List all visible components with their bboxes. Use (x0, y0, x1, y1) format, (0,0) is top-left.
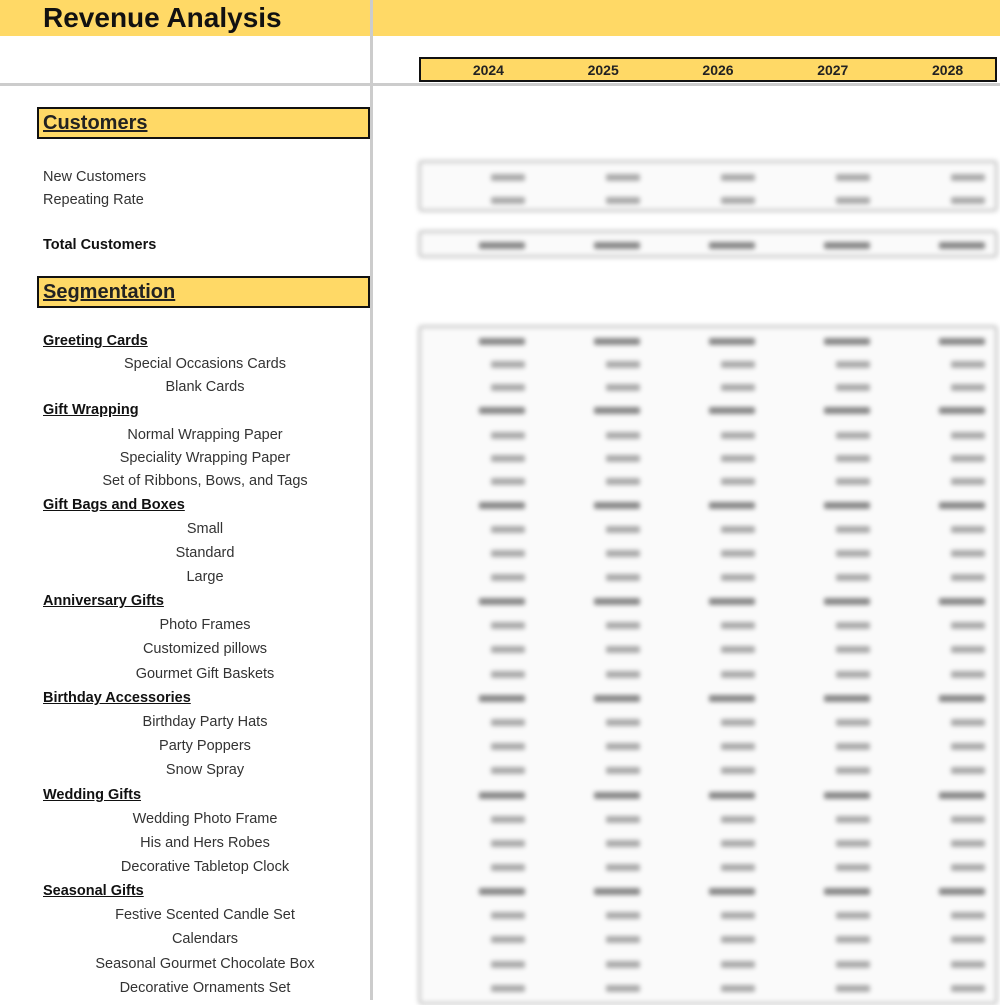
blurred-value (721, 743, 755, 750)
blurred-value (939, 338, 985, 345)
blurred-value (721, 174, 755, 181)
blurred-value (721, 526, 755, 533)
blurred-value (951, 767, 985, 774)
blurred-value (951, 985, 985, 992)
item-label: Seasonal Gourmet Chocolate Box (95, 956, 315, 972)
blurred-value (491, 719, 525, 726)
blurred-value (951, 646, 985, 653)
item-label: Special Occasions Cards (124, 356, 286, 372)
blurred-value (939, 598, 985, 605)
blurred-value (594, 695, 640, 702)
blurred-value (491, 961, 525, 968)
blurred-value (951, 432, 985, 439)
blurred-value (824, 792, 870, 799)
blurred-value (721, 197, 755, 204)
blurred-value (491, 936, 525, 943)
blurred-value (836, 361, 870, 368)
blurred-value (479, 242, 525, 249)
year-header-cell: 2028 (932, 62, 964, 78)
section-customers: Customers (37, 107, 370, 139)
row-label-total-customers: Total Customers (43, 237, 157, 253)
blurred-value (709, 407, 755, 414)
blurred-value (491, 646, 525, 653)
blurred-value (824, 598, 870, 605)
item-label: Standard (175, 545, 235, 561)
blurred-value (721, 719, 755, 726)
blurred-value (709, 338, 755, 345)
blurred-value (606, 478, 640, 485)
blurred-value (709, 792, 755, 799)
row-label-repeating-rate: Repeating Rate (43, 192, 144, 208)
blurred-value (721, 478, 755, 485)
blurred-value (594, 502, 640, 509)
section-segmentation: Segmentation (37, 276, 370, 308)
blurred-value (606, 719, 640, 726)
blurred-value (836, 936, 870, 943)
item-label: Customized pillows (142, 641, 268, 657)
blurred-value (824, 695, 870, 702)
blurred-value (721, 936, 755, 943)
blurred-value (824, 338, 870, 345)
blurred-value (951, 936, 985, 943)
blurred-value (836, 767, 870, 774)
blurred-value (491, 574, 525, 581)
blurred-value (479, 695, 525, 702)
blurred-value (721, 864, 755, 871)
blurred-value (951, 197, 985, 204)
blurred-value (491, 840, 525, 847)
blurred-value (824, 888, 870, 895)
blurred-value (594, 888, 640, 895)
item-label: Decorative Tabletop Clock (120, 859, 290, 875)
blurred-value (594, 792, 640, 799)
blurred-value (836, 622, 870, 629)
blurred-value (951, 622, 985, 629)
blurred-segment-values (418, 325, 998, 1005)
blurred-value (491, 455, 525, 462)
blurred-value (606, 622, 640, 629)
blurred-value (491, 384, 525, 391)
blurred-value (939, 888, 985, 895)
blurred-value (836, 455, 870, 462)
blurred-value (491, 622, 525, 629)
blurred-value (606, 526, 640, 533)
blurred-value (836, 574, 870, 581)
item-label: Snow Spray (165, 762, 245, 778)
blurred-value (951, 550, 985, 557)
blurred-value (721, 912, 755, 919)
blurred-value (721, 985, 755, 992)
blurred-value (479, 888, 525, 895)
category-label: Wedding Gifts (43, 787, 142, 803)
item-label: Birthday Party Hats (142, 714, 268, 730)
blurred-value (491, 985, 525, 992)
blurred-value (491, 816, 525, 823)
blurred-value (606, 361, 640, 368)
blurred-value (939, 695, 985, 702)
blurred-value (951, 719, 985, 726)
item-label: Party Poppers (159, 738, 251, 754)
blurred-value (951, 840, 985, 847)
item-label: His and Hers Robes (140, 835, 270, 851)
blurred-value (606, 767, 640, 774)
blurred-value (606, 961, 640, 968)
blurred-value (709, 502, 755, 509)
blurred-value (721, 767, 755, 774)
blurred-value (606, 816, 640, 823)
blurred-value (479, 338, 525, 345)
year-header-cell: 2025 (587, 62, 619, 78)
blurred-value (836, 432, 870, 439)
blurred-value (594, 338, 640, 345)
blurred-value (491, 174, 525, 181)
blurred-value (939, 242, 985, 249)
blurred-value (479, 407, 525, 414)
blurred-value (951, 455, 985, 462)
blurred-value (824, 502, 870, 509)
blurred-value (721, 455, 755, 462)
blurred-value (836, 816, 870, 823)
item-label: Calendars (171, 931, 239, 947)
blurred-value (951, 361, 985, 368)
blurred-value (491, 432, 525, 439)
blurred-value (836, 526, 870, 533)
item-label: Photo Frames (159, 617, 251, 633)
category-label: Greeting Cards (43, 333, 148, 349)
blurred-value (951, 671, 985, 678)
blurred-customer-values (418, 160, 998, 212)
blurred-value (594, 242, 640, 249)
blurred-value (951, 574, 985, 581)
blurred-value (491, 361, 525, 368)
blurred-value (594, 598, 640, 605)
blurred-value (836, 719, 870, 726)
column-divider (370, 0, 373, 1000)
blurred-value (721, 550, 755, 557)
blurred-value (491, 526, 525, 533)
blurred-value (594, 407, 640, 414)
blurred-value (951, 174, 985, 181)
blurred-value (951, 912, 985, 919)
blurred-value (479, 598, 525, 605)
blurred-value (491, 767, 525, 774)
blurred-total-values (418, 230, 998, 258)
blurred-value (709, 598, 755, 605)
blurred-value (606, 936, 640, 943)
blurred-value (491, 478, 525, 485)
blurred-value (836, 840, 870, 847)
blurred-value (836, 384, 870, 391)
blurred-value (939, 792, 985, 799)
item-label: Set of Ribbons, Bows, and Tags (102, 473, 308, 489)
item-label: Small (186, 521, 224, 537)
item-label: Large (186, 569, 224, 585)
blurred-value (836, 550, 870, 557)
blurred-value (951, 384, 985, 391)
blurred-value (709, 242, 755, 249)
category-label: Gift Wrapping (43, 402, 139, 418)
blurred-value (721, 622, 755, 629)
blurred-value (491, 197, 525, 204)
blurred-value (836, 197, 870, 204)
blurred-value (491, 671, 525, 678)
blurred-value (836, 864, 870, 871)
blurred-value (939, 502, 985, 509)
blurred-value (606, 174, 640, 181)
blurred-value (606, 864, 640, 871)
item-label: Festive Scented Candle Set (115, 907, 295, 923)
blurred-value (836, 478, 870, 485)
blurred-value (606, 743, 640, 750)
category-label: Gift Bags and Boxes (43, 497, 185, 513)
blurred-value (836, 174, 870, 181)
blurred-value (606, 432, 640, 439)
blurred-value (479, 502, 525, 509)
blurred-value (491, 550, 525, 557)
blurred-value (951, 816, 985, 823)
blurred-value (951, 743, 985, 750)
blurred-value (951, 526, 985, 533)
blurred-value (721, 432, 755, 439)
blurred-value (951, 478, 985, 485)
blurred-value (951, 864, 985, 871)
blurred-value (721, 384, 755, 391)
blurred-value (491, 743, 525, 750)
blurred-value (836, 912, 870, 919)
blurred-value (479, 792, 525, 799)
blurred-value (606, 985, 640, 992)
blurred-value (491, 912, 525, 919)
blurred-value (836, 985, 870, 992)
blurred-value (721, 671, 755, 678)
blurred-value (606, 840, 640, 847)
year-header (419, 57, 997, 82)
category-label: Birthday Accessories (43, 690, 191, 706)
blurred-value (939, 407, 985, 414)
blurred-value (721, 961, 755, 968)
item-label: Wedding Photo Frame (132, 811, 278, 827)
year-header-cell: 2027 (817, 62, 849, 78)
blurred-value (606, 912, 640, 919)
blurred-value (606, 384, 640, 391)
blurred-value (491, 864, 525, 871)
year-header-cell: 2026 (702, 62, 734, 78)
year-header-cell: 2024 (472, 62, 504, 78)
blurred-value (836, 646, 870, 653)
blurred-value (824, 242, 870, 249)
blurred-value (721, 646, 755, 653)
blurred-value (606, 671, 640, 678)
row-label-new-customers: New Customers (43, 169, 147, 185)
item-label: Speciality Wrapping Paper (119, 450, 291, 466)
blurred-value (721, 816, 755, 823)
blurred-value (721, 361, 755, 368)
category-label: Anniversary Gifts (43, 593, 164, 609)
item-label: Gourmet Gift Baskets (135, 666, 275, 682)
blurred-value (836, 671, 870, 678)
blurred-value (606, 646, 640, 653)
blurred-value (836, 743, 870, 750)
blurred-value (951, 961, 985, 968)
blurred-value (709, 695, 755, 702)
item-label: Blank Cards (165, 379, 245, 395)
blurred-value (709, 888, 755, 895)
blurred-value (836, 961, 870, 968)
blurred-value (824, 407, 870, 414)
row-divider (0, 83, 1000, 86)
item-label: Normal Wrapping Paper (127, 427, 283, 443)
blurred-value (721, 574, 755, 581)
item-label: Decorative Ornaments Set (119, 980, 291, 996)
blurred-value (721, 840, 755, 847)
blurred-value (606, 455, 640, 462)
blurred-value (606, 197, 640, 204)
blurred-value (606, 574, 640, 581)
page-title: Revenue Analysis (43, 2, 282, 33)
blurred-value (606, 550, 640, 557)
category-label: Seasonal Gifts (43, 883, 144, 899)
